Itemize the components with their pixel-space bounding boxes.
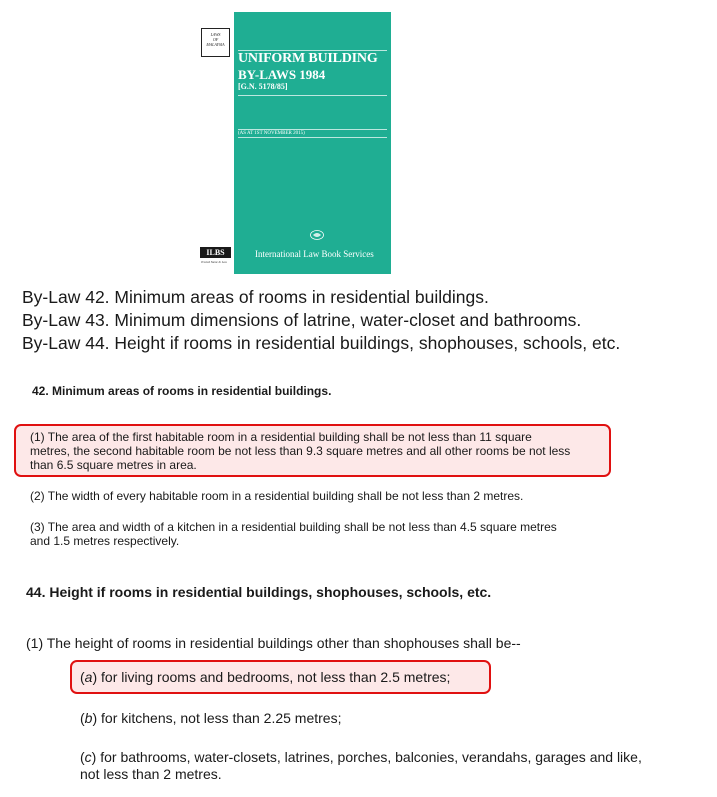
paragraph-line: not less than 2 metres. (80, 766, 222, 782)
stamp-line: OF (212, 37, 219, 42)
section-44-heading: 44. Height if rooms in residential buildings, shophouses, schools, etc. (26, 584, 492, 600)
section-42-paragraph-3 (30, 520, 557, 548)
publisher-tagline: Trusted Name In Law (201, 260, 227, 264)
paragraph-line: and 1.5 metres respectively. (30, 534, 180, 548)
laws-of-malaysia-stamp (201, 28, 230, 57)
item-marker: b (84, 710, 93, 726)
ilbs-logo: ILBS (200, 247, 231, 258)
section-42-paragraph-2: (2) The width of every habitable room in a residential building shall be not less than 2 metres. (30, 489, 524, 503)
cover-title-line1: UNIFORM BUILDING (238, 51, 378, 66)
paragraph-line: than 6.5 square metres in area. (30, 458, 197, 472)
section-44-item-a: (a) for living rooms and bedrooms, not less than 2.5 metres; (80, 669, 451, 685)
item-text: for living rooms and bedrooms, not less than 2.5 metres; (97, 669, 451, 685)
stamp-line: LAWS (210, 32, 221, 37)
bylaw-list-item: By-Law 43. Minimum dimensions of latrine, water-closet and bathrooms. (22, 310, 582, 330)
section-44-item-b: (b) for kitchens, not less than 2.25 metres; (80, 710, 342, 726)
section-42-paragraph-1 (30, 430, 570, 472)
book-cover-image (197, 12, 391, 274)
paragraph-line: (1) The area of the first habitable room in a residential building shall be not less than 11 square (30, 430, 532, 444)
paragraph-line: (c) for bathrooms, water-closets, latrines, porches, balconies, verandahs, garages and like, (80, 749, 642, 765)
item-text: for bathrooms, water-closets, latrines, porches, balconies, verandahs, garages and like, (96, 749, 642, 765)
item-text: for kitchens, not less than 2.25 metres; (97, 710, 342, 726)
paragraph-line: (3) The area and width of a kitchen in a residential building shall be not less than 4.5 square metres (30, 520, 557, 534)
section-42-heading: 42. Minimum areas of rooms in residential buildings. (32, 384, 332, 398)
cover-title-line3: [G.N. 5178/85] (238, 82, 288, 91)
publisher-name: International Law Book Services (255, 249, 374, 259)
item-marker: c (84, 749, 92, 765)
section-44-item-c (80, 749, 642, 783)
cover-as-at-date: (AS AT 1ST NOVEMBER 2015) (238, 129, 387, 138)
paragraph-line: metres, the second habitable room be not less than 9.3 square metres and all other rooms be not less (30, 444, 571, 458)
section-44-intro: (1) The height of rooms in residential buildings other than shophouses shall be-- (26, 635, 521, 651)
bylaw-list-item: By-Law 42. Minimum areas of rooms in residential buildings. (22, 287, 489, 307)
bylaw-list-item: By-Law 44. Height if rooms in residential buildings, shophouses, schools, etc. (22, 333, 621, 353)
bylaw-list-cutoff-line (22, 355, 502, 363)
cover-rule (238, 95, 387, 96)
scales-emblem-icon (310, 230, 324, 240)
cover-title-line2: BY-LAWS 1984 (238, 67, 326, 82)
stamp-line: MALAYSIA (206, 42, 225, 47)
item-marker: a (84, 669, 93, 685)
